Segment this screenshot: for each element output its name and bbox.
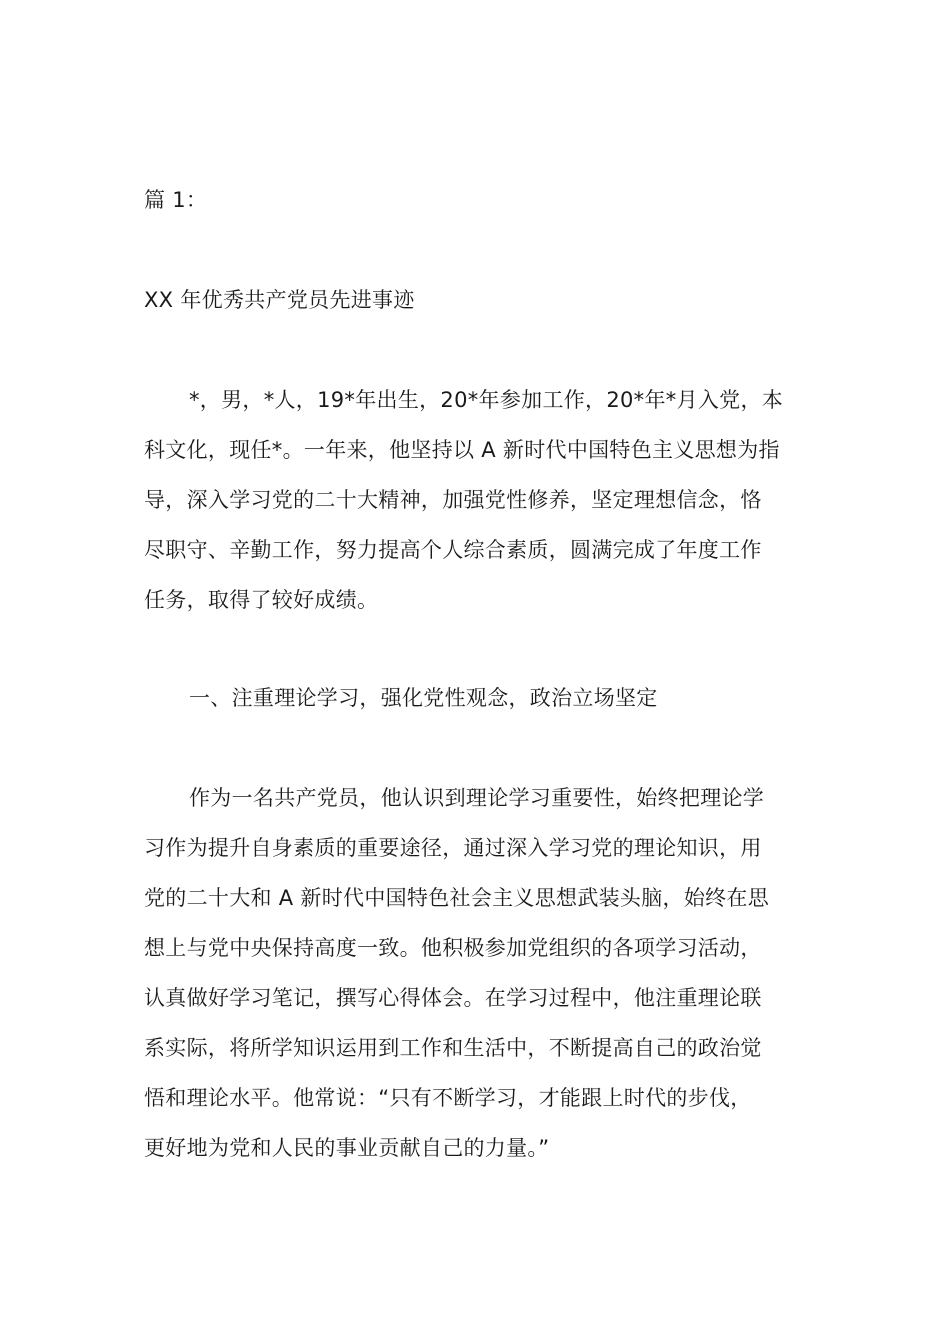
paragraph-line: 作为一名共产党员，他认识到理论学习重要性，始终把理论学 <box>189 786 765 810</box>
paragraph-line: 习作为提升自身素质的重要途径，通过深入学习党的理论知识，用 <box>144 836 762 860</box>
paragraph-line: 更好地为党和人民的事业贡献自己的力量。” <box>144 1136 550 1160</box>
paragraph-line: *，男，*人，19*年出生，20*年参加工作，20*年*月入党，本 <box>189 388 784 412</box>
intro-paragraph <box>144 375 804 625</box>
paragraph-line: 系实际，将所学知识运用到工作和生活中，不断提高自己的政治觉 <box>144 1036 762 1060</box>
paragraph-line: 想上与党中央保持高度一致。他积极参加党组织的各项学习活动， <box>144 936 762 960</box>
article-title: XX 年优秀共产党员先进事迹 <box>144 288 415 312</box>
paragraph-line: 悟和理论水平。他常说：“只有不断学习，才能跟上时代的步伐， <box>144 1086 752 1110</box>
paragraph-line: 认真做好学习笔记，撰写心得体会。在学习过程中，他注重理论联 <box>144 986 762 1010</box>
paragraph-line: 任务，取得了较好成绩。 <box>144 588 379 612</box>
section-heading: 一、注重理论学习，强化党性观念，政治立场坚定 <box>189 686 658 710</box>
article-label: 篇 1： <box>144 188 208 212</box>
paragraph-line: 导，深入学习党的二十大精神，加强党性修养，坚定理想信念，恪 <box>144 488 762 512</box>
paragraph-line: 尽职守、辛勤工作，努力提高个人综合素质，圆满完成了年度工作 <box>144 538 762 562</box>
paragraph-line: 党的二十大和 A 新时代中国特色社会主义思想武装头脑，始终在思 <box>144 886 770 910</box>
paragraph-line: 科文化，现任*。一年来，他坚持以 A 新时代中国特色主义思想为指 <box>144 438 780 462</box>
section-paragraph <box>144 773 804 1173</box>
